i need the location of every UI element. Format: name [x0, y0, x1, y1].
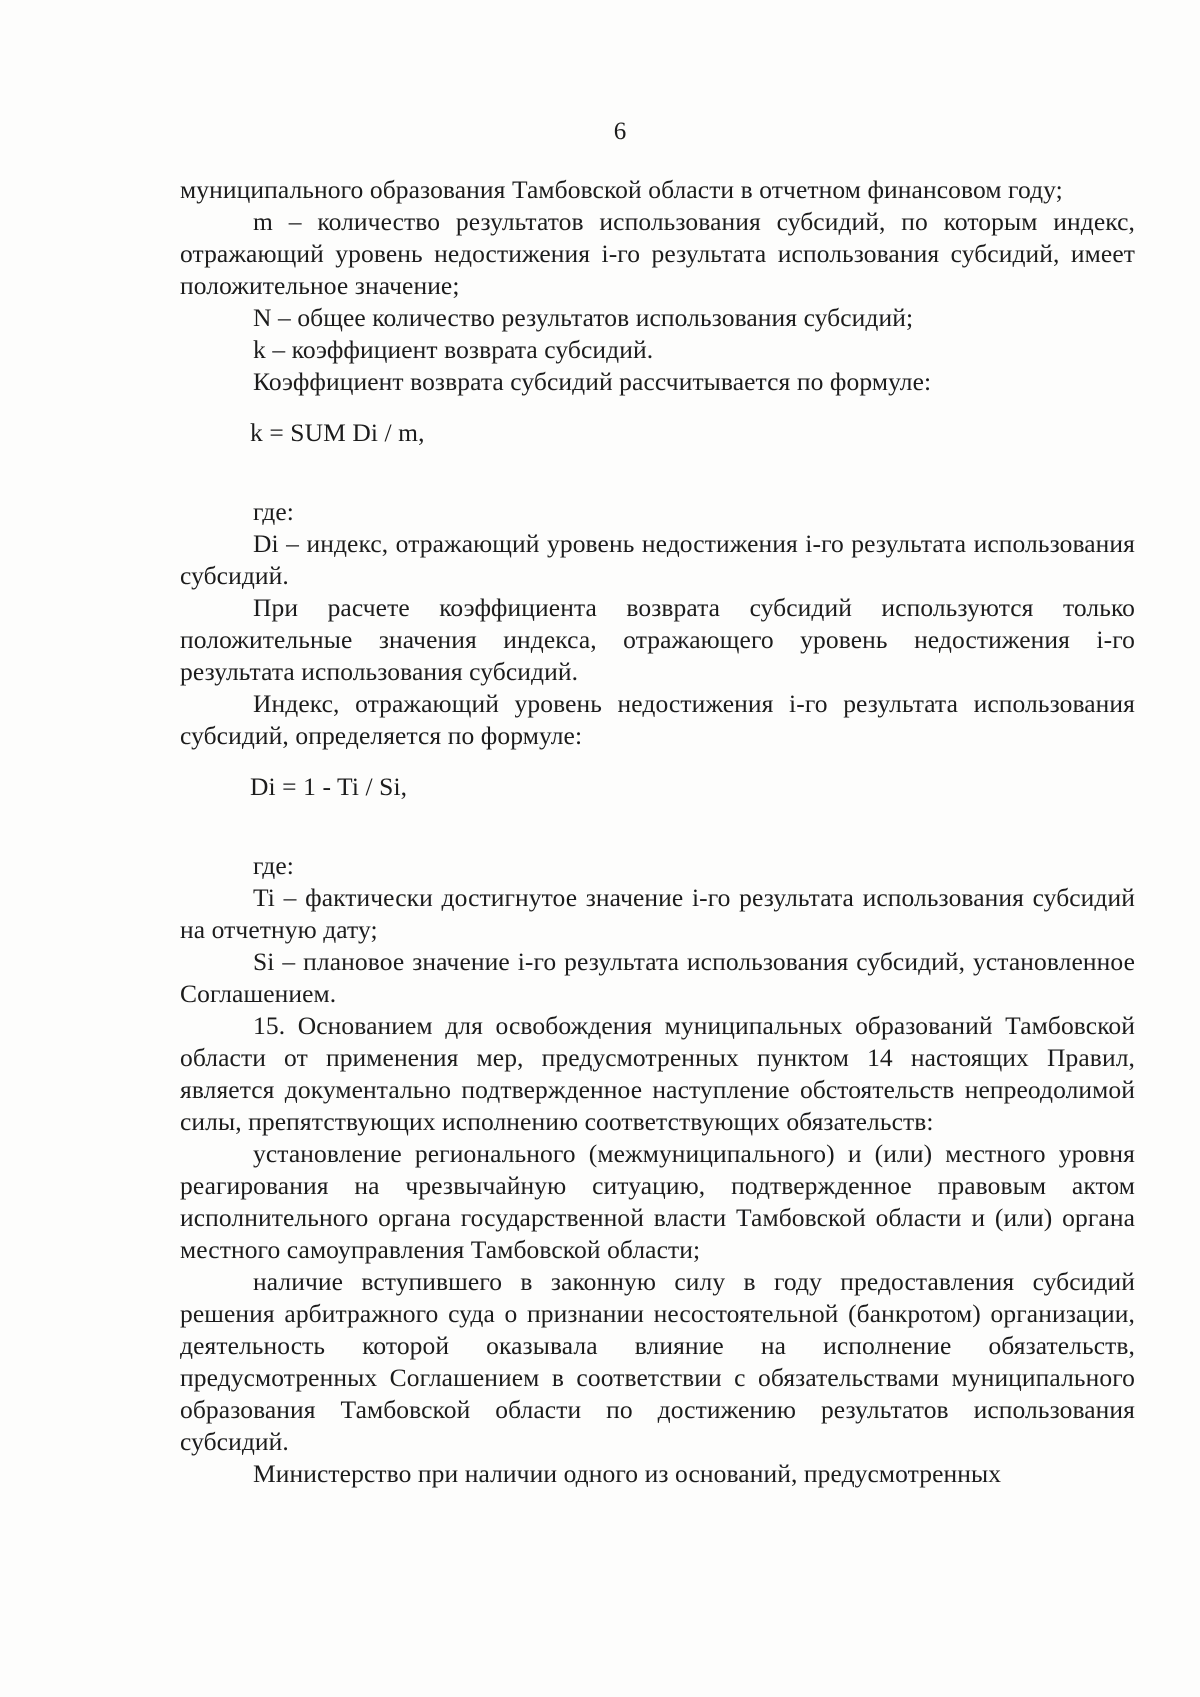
- clause-15-item-bankruptcy: наличие вступившего в законную силу в году предоставления субсидий решения арбитражного суда о признании несостоятельной (банкротом) организации, деятельность которой оказывала влияние на исполнение обязательств, предусмотренных Соглашением в соответствии с обязательствами муниципального образования Тамбовской области по достижению результатов использования субсидий.: [180, 1267, 1135, 1456]
- paragraph-ministry: Министерство при наличии одного из оснований, предусмотренных: [253, 1459, 1002, 1488]
- formula-di: Di = 1 - Ti / Si,: [250, 772, 408, 801]
- page-number: 6: [613, 118, 627, 145]
- definition-k: k – коэффициент возврата субсидий.: [253, 335, 654, 364]
- formula-intro-k: Коэффициент возврата субсидий рассчитывается по формуле:: [253, 367, 932, 396]
- definition-n: N – общее количество результатов использования субсидий;: [253, 303, 914, 332]
- clause-15: 15. Основанием для освобождения муниципальных образований Тамбовской области от применения мер, предусмотренных пунктом 14 настоящих Правил, является документально подтвержденное наступление обстоятельств непреодолимой силы, препятствующих исполнению соответствующих обязательств:: [180, 1011, 1135, 1136]
- clause-15-item-emergency: установление регионального (межмуниципального) и (или) местного уровня реагирования на чрезвычайную ситуацию, подтвержденное правовым актом исполнительного органа государственной власти Тамбовской области и (или) органа местного самоуправления Тамбовской области;: [180, 1139, 1135, 1264]
- where-label-1: где:: [253, 497, 294, 526]
- definition-m: m – количество результатов использования субсидий, по которым индекс, отражающий уровень недостижения i-го результата использования субсидий, имеет положительное значение;: [180, 207, 1135, 300]
- definition-di: Di – индекс, отражающий уровень недостижения i-го результата использования субсидий.: [180, 529, 1135, 590]
- where-label-2: где:: [253, 851, 294, 880]
- definition-si: Si – плановое значение i-го результата использования субсидий, установленное Соглашением.: [180, 947, 1135, 1008]
- document-body: [180, 174, 1135, 1490]
- paragraph-positive-values: При расчете коэффициента возврата субсидий используются только положительные значения индекса, отражающего уровень недостижения i-го результата использования субсидий.: [180, 593, 1135, 686]
- formula-intro-di: Индекс, отражающий уровень недостижения i-го результата использования субсидий, определяется по формуле:: [180, 689, 1135, 750]
- paragraph-continuation: муниципального образования Тамбовской области в отчетном финансовом году;: [180, 175, 1063, 204]
- definition-ti: Ti – фактически достигнутое значение i-го результата использования субсидий на отчетную дату;: [180, 883, 1135, 944]
- formula-k: k = SUM Di / m,: [250, 418, 425, 447]
